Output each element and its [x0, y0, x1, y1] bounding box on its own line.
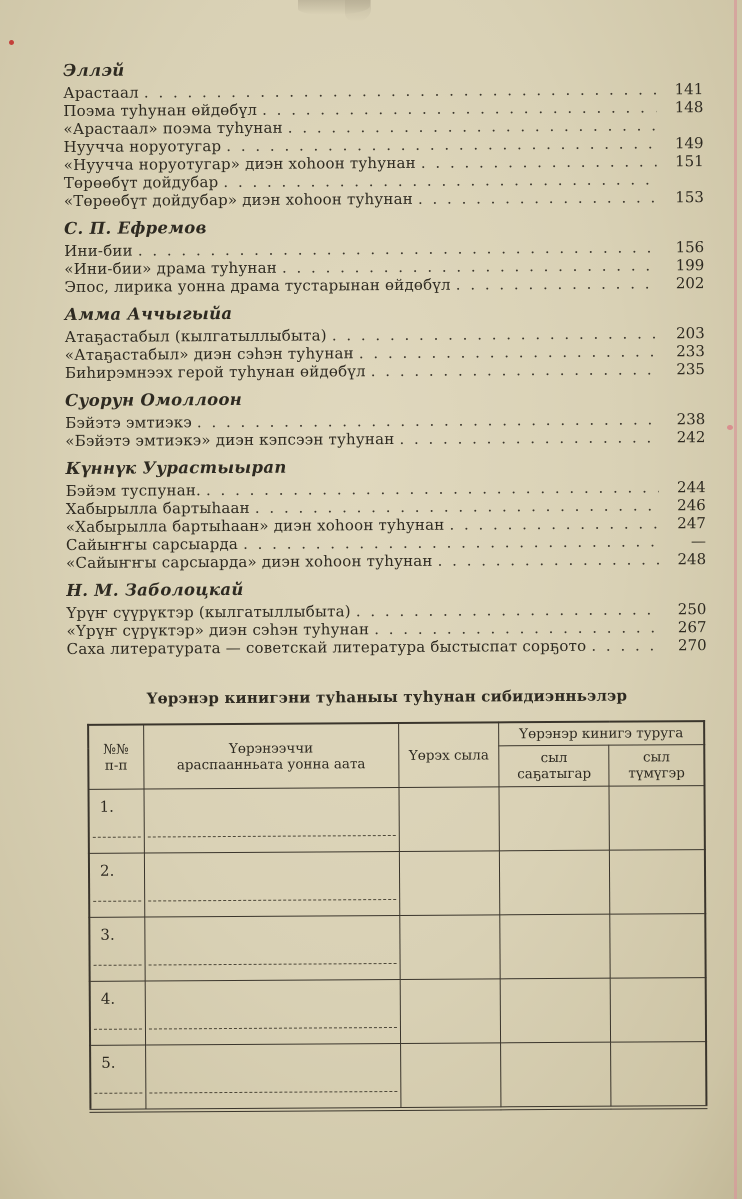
dot-leader — [371, 360, 658, 380]
entry-title: Үрүҥ сүүрүктэр (кылгатыллыбыта) — [66, 602, 351, 622]
entry-page-number: 202 — [675, 274, 705, 293]
condition-start-cell — [501, 1042, 612, 1108]
entry-title: Бэйэм туспунан. — [65, 481, 202, 500]
usage-table — [87, 720, 707, 1113]
writein-line — [148, 899, 396, 902]
condition-start-cell — [500, 978, 611, 1043]
dot-leader — [262, 98, 656, 118]
condition-end-cell — [610, 914, 706, 979]
entry-page-number: 242 — [676, 428, 706, 447]
entry-page-number: 248 — [677, 550, 707, 569]
scan-artifact-margin-line — [734, 0, 737, 1199]
entry-title: «Бэйэтэ эмтиэкэ» диэн кэпсээн туһунан — [65, 429, 395, 450]
year-cell — [400, 979, 501, 1044]
entry-title: «Хабырылла бартыһаан» диэн хоһоон туһунан — [65, 515, 445, 536]
toc-entry — [65, 428, 705, 450]
col-header-year: Үөрэх сыла — [399, 722, 500, 787]
dot-leader — [356, 600, 660, 620]
entry-page-number: 151 — [674, 152, 704, 171]
usage-table-body — [89, 786, 707, 1111]
dot-leader — [332, 324, 658, 344]
dot-leader — [399, 428, 658, 448]
entry-title: Төрөөбүт дойдубар — [63, 173, 219, 192]
condition-start-cell — [500, 914, 611, 979]
table-row — [89, 914, 705, 982]
entry-title: Саха литературата — советскай литература быстыспат сорҕото — [66, 636, 587, 658]
table-caption: Үөрэнэр кинигэни туһаныы туһунан сибидиэнньэлэр — [146, 686, 628, 708]
dot-leader — [288, 116, 657, 136]
student-name-cell — [144, 851, 400, 917]
scan-artifact-tear-small — [345, 0, 371, 22]
entry-title: Нуучча норуотугар — [63, 137, 222, 156]
col-header-student: Үөрэнээччи араспаанньата уонна аата — [143, 723, 399, 789]
writein-line — [147, 835, 395, 838]
entry-page-number: 270 — [677, 636, 707, 655]
writein-line — [149, 1027, 397, 1030]
col-header-number: №№ п-п — [88, 725, 143, 790]
scan-artifact-pink-mark — [727, 425, 733, 430]
entry-page-number: 247 — [677, 514, 706, 533]
entry-title: Поэма туһунан өйдөбүл — [63, 100, 258, 120]
entry-title: Бэйэтэ эмтиэкэ — [65, 413, 192, 432]
writein-line — [148, 963, 396, 966]
table-of-contents — [63, 57, 707, 658]
writein-line — [94, 1029, 142, 1030]
toc-entry — [64, 274, 704, 296]
dot-leader — [438, 550, 660, 569]
condition-end-cell — [610, 978, 706, 1043]
entry-page-number: 148 — [674, 98, 704, 117]
table-row — [89, 850, 705, 918]
entry-title: Атаҕастабыл (кылгатыллыбыта) — [64, 326, 327, 346]
writein-line — [94, 1093, 142, 1094]
entry-page-number: 267 — [677, 618, 707, 637]
table-row — [90, 978, 706, 1046]
entry-title: «Үрүҥ сүрүктэр» диэн сэһэн туһунан — [66, 620, 370, 640]
student-name-cell — [144, 787, 400, 853]
dot-leader — [591, 636, 659, 654]
entry-page-number: 233 — [676, 342, 705, 361]
entry-page-number: 149 — [674, 134, 704, 153]
entry-page-number: 238 — [676, 410, 706, 429]
author-heading: Эллэй — [63, 60, 125, 80]
entry-title: Сайыҥҥы сарсыарда — [65, 534, 239, 554]
entry-page-number: 235 — [676, 360, 706, 379]
condition-start-cell — [499, 786, 610, 851]
col-header-condition-start: сыл саҕатыгар — [499, 745, 609, 787]
student-name-cell — [145, 979, 401, 1045]
condition-end-cell — [611, 1042, 707, 1108]
year-cell — [399, 851, 500, 916]
writein-line — [149, 1091, 397, 1094]
entry-title: Биһирэмнээх герой туһунан өйдөбүл — [64, 362, 366, 382]
entry-page-number: 141 — [674, 80, 704, 99]
entry-page-number: 250 — [677, 600, 707, 619]
year-cell — [400, 915, 501, 980]
entry-page-number: 199 — [675, 256, 705, 275]
condition-end-cell — [609, 786, 705, 851]
entry-title: Хабырылла бартыһаан — [65, 498, 250, 518]
dot-leader — [359, 342, 658, 362]
entry-page-number: 153 — [675, 188, 704, 207]
author-heading: Амма Аччыгыйа — [64, 303, 233, 324]
writein-line — [93, 901, 141, 902]
toc-entry — [67, 636, 707, 658]
scan-artifact-red-speck — [9, 40, 14, 45]
entry-title: «Арастаал» поэма туһунан — [63, 118, 283, 138]
entry-title: «Нуучча норуотугар» диэн хоһоон туһунан — [63, 153, 416, 174]
table-row — [89, 786, 705, 854]
table-row — [90, 1042, 706, 1111]
author-heading: Күннүк Уурастыырап — [65, 457, 287, 478]
entry-page-number: 156 — [675, 238, 705, 257]
dot-leader — [282, 256, 657, 276]
dot-leader — [418, 188, 657, 207]
entry-title: «Төрөөбүт дойдубар» диэн хоһоон туһунан — [63, 189, 413, 210]
col-header-condition-end: сыл түмүгэр — [609, 745, 704, 787]
col-header-condition-group: Үөрэнэр кинигэ туруга — [499, 721, 704, 746]
entry-title: «Атаҕастабыл» диэн сэһэн туһунан — [64, 344, 354, 364]
dot-leader — [374, 618, 659, 638]
writein-line — [94, 965, 142, 966]
entry-page-number: 246 — [677, 496, 706, 515]
row-number-cell: 3. — [89, 917, 144, 981]
row-number-cell: 4. — [90, 981, 145, 1045]
writein-line — [93, 837, 141, 838]
dot-leader — [449, 514, 659, 533]
row-number-cell: 5. — [90, 1045, 145, 1111]
condition-end-cell — [610, 850, 706, 915]
author-heading: Суорун Омоллоон — [65, 389, 243, 410]
entry-title: «Сайыҥҥы сарсыарда» диэн хоһоон туһунан — [66, 551, 433, 572]
row-number-cell: 1. — [89, 789, 144, 853]
entry-title: Эпос, лирика уонна драма тустарынан өйдөбүл — [64, 275, 451, 296]
entry-title: Арастаал — [63, 83, 139, 102]
entry-page-number: — — [690, 532, 707, 551]
row-number-cell: 2. — [89, 853, 144, 917]
year-cell — [401, 1043, 502, 1109]
author-heading: Н. М. Заболоцкай — [66, 579, 244, 600]
toc-entry — [65, 360, 705, 382]
student-name-cell — [145, 1043, 401, 1110]
dot-leader — [421, 152, 657, 171]
entry-title: «Ини-бии» драма туһунан — [64, 258, 277, 278]
entry-page-number: 203 — [676, 324, 705, 343]
toc-entry — [64, 188, 704, 210]
entry-page-number: 244 — [676, 478, 706, 497]
entry-title: Ини-бии — [64, 241, 133, 260]
year-cell — [399, 787, 500, 852]
page-content — [63, 48, 709, 1113]
author-heading: С. П. Ефремов — [64, 218, 207, 238]
student-name-cell — [144, 915, 400, 981]
dot-leader — [456, 274, 658, 293]
condition-start-cell — [500, 850, 611, 915]
toc-entry — [66, 550, 706, 572]
